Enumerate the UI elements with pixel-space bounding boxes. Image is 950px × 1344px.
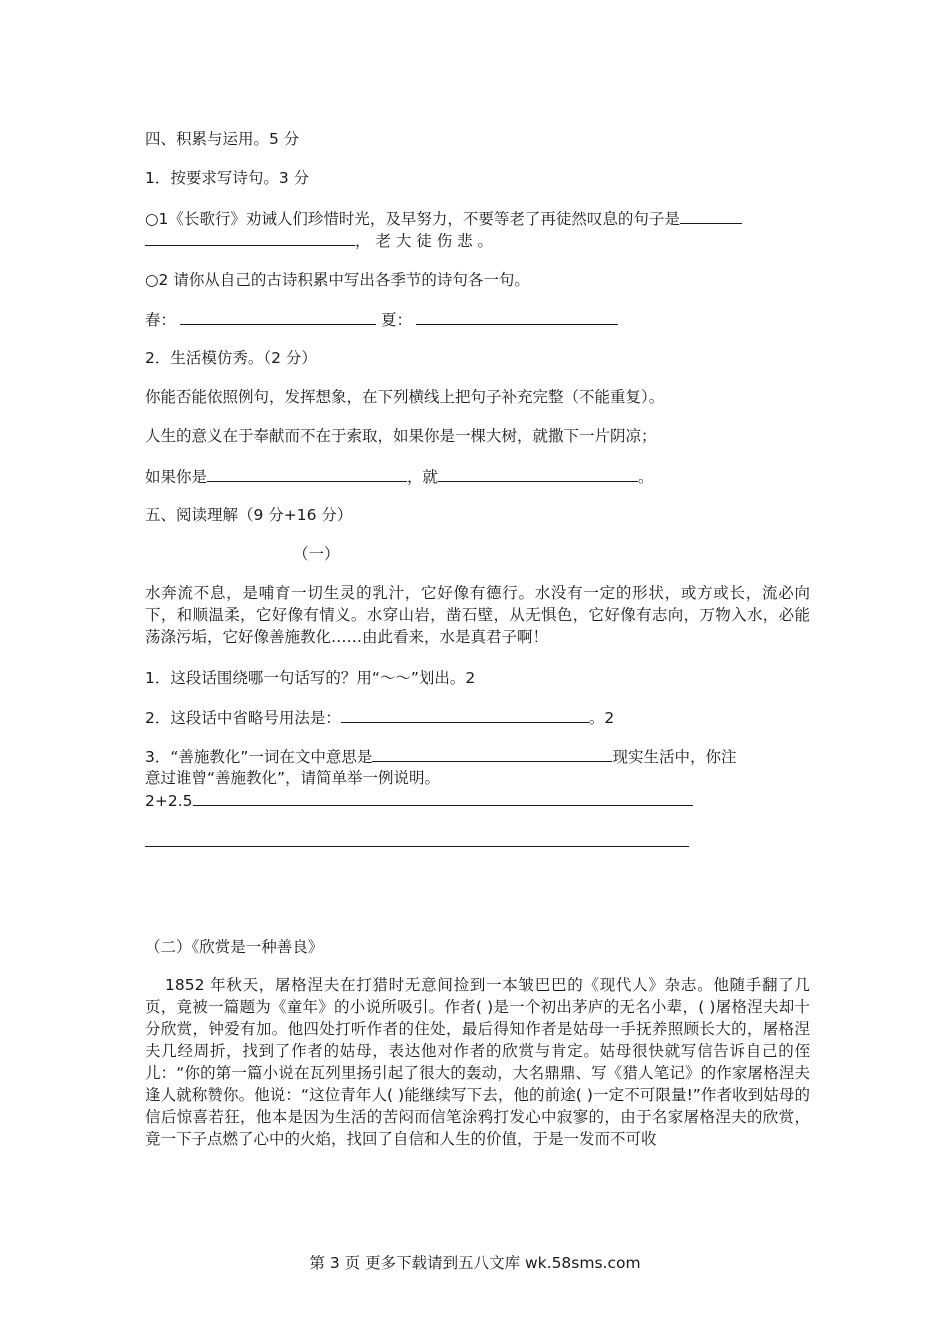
q1-title: 1．按要求写诗句。3 分 [145, 169, 310, 187]
q2-blank-1[interactable] [207, 465, 407, 482]
section4-title: 四、积累与运用。5 分 [145, 130, 300, 148]
part1-q3-end: 现实生活中，你注 [612, 748, 737, 766]
q2-blank-2[interactable] [438, 465, 638, 482]
page-footer: 第 3 页 更多下载请到五八文库 wk.58sms.com [309, 1254, 641, 1272]
part1-q3-answer-blank-2[interactable] [145, 846, 689, 847]
spring-label: 春： [145, 311, 177, 329]
part1-q3 [145, 745, 736, 768]
q1-item1-line2 [145, 229, 493, 252]
part1-q2-end: 。2 [588, 709, 615, 727]
part2-title: （二）《欣赏是一种善良》 [145, 938, 324, 956]
part1-q3-blank[interactable] [372, 745, 612, 762]
part1-passage: 水奔流不息，是哺育一切生灵的乳汁，它好像有德行。水没有一定的形状，或方或长，流必向下，和顺温柔，它好像有情义。水穿山岩，凿石壁，从无惧色，它好像有志向，万物入水，必能荡涤污垢，它好像善施教化……由此看来，水是真君子啊！ [145, 584, 810, 646]
part1-q2-blank[interactable] [341, 706, 589, 723]
q2-title: 2．生活模仿秀。（2 分） [145, 349, 317, 367]
part1-q2 [145, 706, 614, 729]
part1-q3-score: 2+2.5 [145, 792, 193, 810]
q2-prompt [145, 465, 654, 488]
q1-item1 [145, 207, 742, 230]
q2-prompt-mid: ，就 [407, 468, 439, 486]
q2-prompt-end: 。 [638, 468, 654, 486]
part1-q3-line2: 意过谁曾“善施教化”，请简单举一例说明。 [145, 769, 441, 787]
part1-q2-start: 2．这段话中省略号用法是： [145, 709, 341, 727]
q2-example: 人生的意义在于奉献而不在于索取，如果你是一棵大树，就撒下一片阴凉； [145, 427, 657, 445]
q1-item1-text: ○1《长歌行》劝诫人们珍惜时光，及早努力，不要等老了再徒然叹息的句子是 [145, 210, 680, 228]
part1-q3-score-line [145, 789, 693, 812]
part1-q1: 1．这段话围绕哪一句话写的？用“～～”划出。2 [145, 669, 476, 687]
q1-item2: ○2 请你从自己的古诗积累中写出各季节的诗句各一句。 [145, 271, 530, 289]
part1-q3-start: 3．“善施教化”一词在文中意思是 [145, 748, 373, 766]
q2-instruction: 你能否能依照例句，发挥想象，在下列横线上把句子补充完整（不能重复）。 [145, 388, 665, 406]
section5-title: 五、阅读理解（9 分+16 分） [145, 506, 353, 524]
summer-blank[interactable] [416, 308, 618, 325]
part1-q3-answer-blank-1[interactable] [193, 789, 693, 806]
answer-blank-1[interactable] [680, 207, 742, 224]
q1-item1-end: ， 老 大 徒 伤 悲 。 [355, 232, 494, 250]
part2-passage: 1852 年秋天，屠格涅夫在打猎时无意间捡到一本皱巴巴的《现代人》杂志。他随手翻了几页，竟被一篇题为《童年》的小说所吸引。作者( )是一个初出茅庐的无名小辈，( )屠格涅夫却十分欣赏，钟爱有加。他四处打听作者的住处，最后得知作者是姑母一手抚养照顾长大的，屠格涅夫几经周折，找到了作者的姑母，表达他对作者的欣赏与肯定。姑母很快就写信告诉自己的侄儿：“你的第一篇小说在瓦列里扬引起了很大的轰动，大名鼎鼎、写《猎人笔记》的作家屠格涅夫逢人就称赞你。他说：“这位青年人( )能继续写下去，他的前途( )一定不可限量!”作者收到姑母的信后惊喜若狂，他本是因为生活的苦闷而信笔涂鸦打发心中寂寥的，由于名家屠格涅夫的欣赏，竟一下子点燃了心中的火焰，找回了自信和人生的价值，于是一发而不可收 [145, 976, 810, 1148]
part1-label: （一） [293, 545, 340, 563]
season-line [145, 308, 618, 331]
summer-label: 夏： [380, 311, 412, 329]
q2-prompt-start: 如果你是 [145, 468, 208, 486]
spring-blank[interactable] [180, 308, 376, 325]
answer-blank-2[interactable] [145, 229, 355, 246]
